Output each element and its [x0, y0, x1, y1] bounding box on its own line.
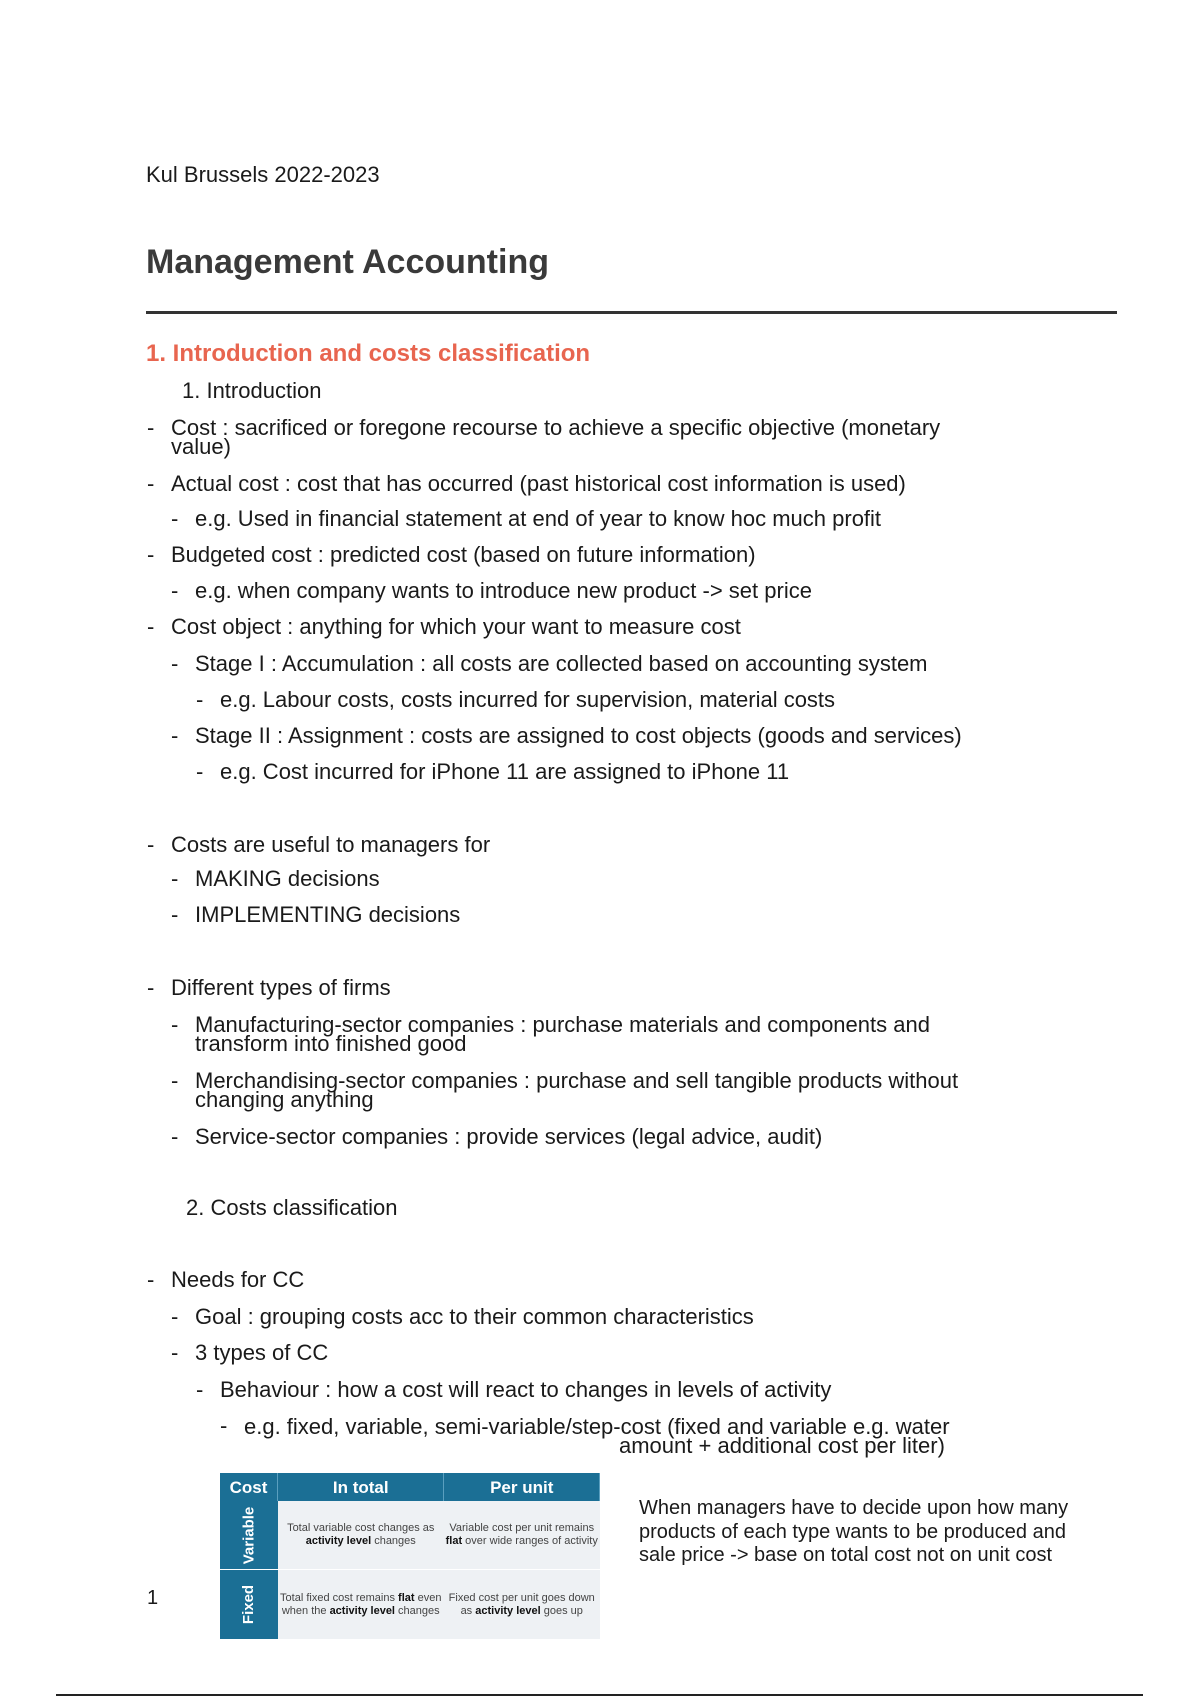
- bullet-dash: -: [147, 614, 155, 639]
- table-header: Per unit: [444, 1473, 600, 1501]
- bullet-dash: -: [171, 651, 179, 676]
- bullet-dash: -: [171, 1304, 179, 1329]
- list-item: MAKING decisions: [195, 866, 380, 891]
- list-item: changing anything: [195, 1087, 374, 1112]
- bullet-dash: -: [147, 415, 155, 440]
- bullet-dash: -: [196, 1377, 204, 1402]
- bullet-dash: -: [196, 687, 204, 712]
- bullet-dash: -: [147, 832, 155, 857]
- side-note-line: products of each type wants to be produced and: [639, 1520, 1066, 1543]
- subsection-costs-classification: 2. Costs classification: [186, 1195, 398, 1220]
- list-item: Cost object : anything for which your want to measure cost: [171, 614, 741, 639]
- list-item: e.g. when company wants to introduce new product -> set price: [195, 578, 812, 603]
- list-item: Manufacturing-sector companies : purchase materials and components and: [195, 1012, 930, 1037]
- list-item: Merchandising-sector companies : purchase and sell tangible products without: [195, 1068, 959, 1093]
- list-item: Stage II : Assignment : costs are assigned to cost objects (goods and services): [195, 723, 962, 748]
- list-item: Actual cost : cost that has occurred (past historical cost information is used): [171, 471, 906, 496]
- page-title: Management Accounting: [146, 243, 549, 281]
- table-header: In total: [278, 1473, 444, 1501]
- bullet-dash: -: [171, 902, 179, 927]
- page-number: 1: [147, 1587, 159, 1609]
- list-item: Different types of firms: [171, 975, 391, 1000]
- bullet-dash: -: [171, 506, 179, 531]
- table-cell: Variable cost per unit remains flat over wide ranges of activity: [444, 1501, 600, 1570]
- title-divider: [146, 311, 1117, 314]
- side-note-line: sale price -> base on total cost not on unit cost: [639, 1544, 1053, 1566]
- document-header: Kul Brussels 2022-2023: [146, 162, 380, 187]
- list-item: Behaviour : how a cost will react to changes in levels of activity: [220, 1377, 832, 1402]
- list-item: Budgeted cost : predicted cost (based on future information): [171, 542, 756, 567]
- subsection-introduction: 1. Introduction: [182, 378, 322, 403]
- side-note: [639, 1497, 1068, 1568]
- bullet-dash: -: [171, 1340, 179, 1365]
- side-note-line: When managers have to decide upon how many: [639, 1497, 1069, 1519]
- table-header: Cost: [220, 1473, 278, 1501]
- list-item: 3 types of CC: [195, 1340, 329, 1365]
- bullet-dash: -: [147, 471, 155, 496]
- list-item: value): [171, 434, 231, 459]
- bullet-dash: -: [147, 542, 155, 567]
- table-cell: Total fixed cost remains flat even when the activity level changes: [278, 1570, 444, 1640]
- bullet-dash: -: [147, 1267, 155, 1292]
- list-item: Needs for CC: [171, 1267, 305, 1292]
- bullet-dash: -: [196, 759, 204, 784]
- row-label: Fixed: [240, 1584, 258, 1625]
- bullet-dash: -: [171, 723, 179, 748]
- list-item: Costs are useful to managers for: [171, 832, 491, 857]
- list-item: Cost : sacrificed or foregone recourse to achieve a specific objective (monetary: [171, 415, 941, 440]
- table-cell: Fixed cost per unit goes down as activity level goes up: [444, 1570, 600, 1640]
- list-item: Goal : grouping costs acc to their common characteristics: [195, 1304, 754, 1329]
- bullet-dash: -: [171, 578, 179, 603]
- list-item: e.g. Cost incurred for iPhone 11 are assigned to iPhone 11: [220, 759, 790, 784]
- bullet-dash: -: [171, 1124, 179, 1149]
- table-row: [220, 1501, 600, 1570]
- row-label: Variable: [240, 1506, 258, 1564]
- table-row: [220, 1570, 600, 1640]
- list-item: Stage I : Accumulation : all costs are collected based on accounting system: [195, 651, 928, 676]
- bullet-dash: -: [147, 975, 155, 1000]
- list-item: IMPLEMENTING decisions: [195, 902, 461, 927]
- list-item: e.g. Labour costs, costs incurred for supervision, material costs: [220, 687, 836, 712]
- bullet-dash: -: [171, 866, 179, 891]
- bullet-dash: -: [220, 1413, 228, 1438]
- bullet-dash: -: [171, 1068, 179, 1093]
- table-cell: Total variable cost changes as activity level changes: [278, 1501, 444, 1570]
- list-item: e.g. fixed, variable, semi-variable/step-cost (fixed and variable e.g. water: [244, 1414, 950, 1439]
- cost-behaviour-table: [220, 1473, 600, 1640]
- list-item: e.g. Used in financial statement at end of year to know hoc much profit: [195, 506, 882, 531]
- footer-divider: [56, 1694, 1143, 1696]
- list-item: Service-sector companies : provide services (legal advice, audit): [195, 1124, 823, 1149]
- section-heading: 1. Introduction and costs classification: [146, 340, 591, 367]
- list-item: transform into finished good: [195, 1031, 467, 1056]
- list-item: amount + additional cost per liter): [619, 1433, 945, 1458]
- bullet-dash: -: [171, 1012, 179, 1037]
